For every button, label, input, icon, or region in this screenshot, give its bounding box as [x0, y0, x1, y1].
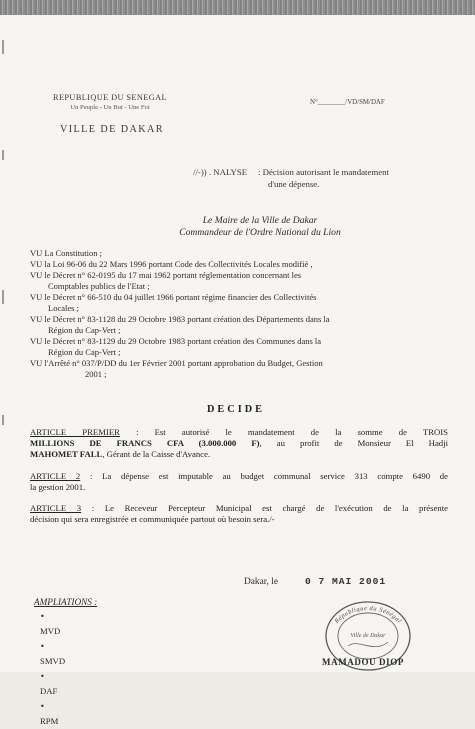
list-item: • RPM: [40, 699, 65, 729]
article-3-text: : Le Receveur Percepteur Municipal est chargé de l'exécution de la présente: [91, 503, 449, 513]
list-item: • DAF: [40, 669, 65, 699]
article-1-text: : Est autorisé le mandatement de la somme de TROIS: [136, 427, 449, 437]
vu-line: VU le Décret n° 83-1129 du 29 Octobre 1983 portant création des Communes dans la: [30, 336, 322, 346]
vu-line: Locales ;: [48, 303, 79, 313]
vu-line: 2001 ;: [85, 369, 107, 379]
bullet-icon: •: [40, 612, 45, 621]
header-country: REPUBLIQUE DU SENEGAL: [53, 93, 167, 102]
vu-line: VU La Constitution ;: [30, 248, 103, 258]
header-motto: Un Peuple - Un But - Une Foi: [70, 104, 150, 111]
vu-line: Comptables publics de l'Etat ;: [48, 281, 150, 291]
scan-edge-mark: [2, 415, 4, 425]
scan-edge-mark: [2, 150, 4, 160]
stamped-date: 0 7 MAI 2001: [305, 576, 387, 587]
scan-edge-bar: [0, 0, 475, 15]
analyse-label: //-)) . NALYSE: [193, 167, 248, 177]
article-1-text: , Gérant de la Caisse d'Avance.: [102, 449, 211, 460]
vu-line: VU le Décret n° 66-510 du 04 juillet 1966 portant régime financier des Collectivités: [30, 292, 317, 302]
vu-line: VU la Loi 96-06 du 22 Mars 1996 portant Code des Collectivités Locales modifié ,: [30, 259, 313, 269]
vu-line: VU l'Arrêté n° 037/P/DD du 1er Février 2001 portant approbation du Budget, Gestion: [30, 358, 323, 368]
header-city: VILLE DE DAKAR: [60, 124, 164, 135]
vu-line: Région du Cap-Vert ;: [48, 347, 121, 357]
date-place: Dakar, le: [244, 577, 278, 587]
authority-mayor: Le Maire de la Ville de Dakar: [202, 215, 318, 226]
article-1-beneficiary: MAHOMET FALL: [30, 449, 103, 460]
article-2-text: la gestion 2001.: [30, 482, 86, 493]
svg-text:Ville de Dakar: Ville de Dakar: [350, 633, 386, 639]
analyse-text: : Décision autorisant le mandatement: [258, 167, 389, 177]
authority-order: Commandeur de l'Ordre National du Lion: [179, 227, 341, 238]
article-1-text: , au profit de Monsieur El Hadji: [259, 438, 448, 449]
article-2: [30, 471, 448, 493]
article-2-text: : La dépense est imputable au budget communal service 313 compte 6490 de: [89, 471, 448, 481]
ampliations-list: [40, 609, 65, 729]
vu-line: VU le Décret n° 83-1128 du 29 Octobre 1983 portant création des Départements dans la: [30, 314, 330, 324]
article-3-label: ARTICLE 3: [30, 503, 82, 513]
list-item: • SMVD: [40, 639, 65, 669]
article-1-amount: MILLIONS DE FRANCS CFA (3.000.000 F): [30, 438, 260, 449]
scan-edge-mark: [2, 40, 4, 54]
bullet-icon: •: [40, 672, 45, 681]
vu-line: VU le Décret n° 62-0195 du 17 mai 1962 portant réglementation concernant les: [30, 270, 302, 280]
article-1: [30, 427, 448, 461]
list-item: • MVD: [40, 609, 65, 639]
decide-heading: DECIDE: [206, 404, 266, 415]
vu-line: Région du Cap-Vert ;: [48, 325, 121, 335]
analyse-text-continued: d'une dépense.: [268, 179, 320, 189]
bullet-icon: •: [40, 642, 45, 651]
bullet-icon: •: [40, 702, 45, 711]
svg-text:République du Sénégal: République du Sénégal: [333, 604, 403, 625]
signatory-name: MAMADOU DIOP: [322, 657, 404, 667]
article-1-label: ARTICLE PREMIER: [30, 427, 120, 437]
vu-list: [30, 248, 330, 380]
reference-number: N°________/VD/SM/DAF: [310, 99, 385, 106]
scan-edge-mark: [2, 290, 4, 304]
ampliations-title: AMPLIATIONS :: [34, 597, 98, 607]
article-3-text: décision qui sera enregistrée et communiquée partout où besoin sera./-: [30, 514, 275, 525]
article-2-label: ARTICLE 2: [30, 471, 81, 481]
article-3: [30, 503, 448, 525]
